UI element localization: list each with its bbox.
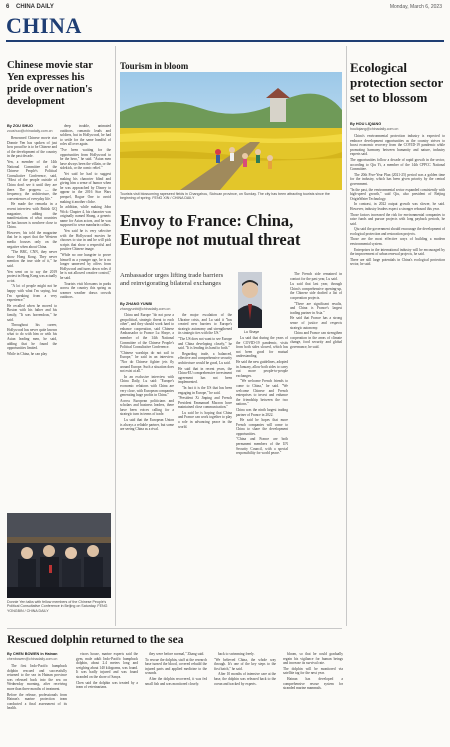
body-paragraph: they were before normal," Zhang said. [149,652,205,656]
story-hk-headline: Chinese movie star Yen expresses his pride over nation's development [7,60,93,107]
body-paragraph: He said that in recent years, the China-EU comprehensive investment agreement has not been implemented. [178,366,232,385]
section-rule [7,628,342,629]
story-eco-email: houliqiang@chinadaily.com.cn [350,127,399,131]
body-paragraph: bloom, so that he could gradually regain his vigilance for human beings and increase its survival rate. [283,652,343,666]
lu-shaye-caption: Lu Shaye [244,330,260,334]
body-paragraph: In contrast, in 2022 output growth was slower, he said. However, industry leaders expect a stronger rebound this year. [350,202,445,211]
body-paragraph: visors house, marine experts said the gym, male adult Indo-Pacific humpback dolphin, about 2.4 meters long and weighing about 140 kilograms, was found. It was badly injured and was found stranded on the shore of Sanya. [76,652,138,679]
story-rescue-col-5 [283,652,343,742]
body-paragraph: Yen said he is very selective with the Hollywood movies he chooses to star in and he will pick scripts that show a respectful and positive Chinese image. [60,229,111,252]
body-paragraph: Lu said that the European Union is always a reliable partner, but some are seeing China as a rival. [120,418,174,432]
body-paragraph: Yet said he had to suggest making his character blind and giving him a sense of humor when he was approached by Disney to appear in the 2016 Star Wars prequel, Rogue One to avoid making it another cliche. [60,171,111,204]
section-title: CHINA [6,13,82,38]
body-paragraph: "The BBC, CNN, they never show Hong Kong. They never mention the true side of it," he said. [7,250,57,269]
body-paragraph: He said he hopes that more French companies will come to China to share the development opportunities. [236,418,288,436]
story-rescue-col-1 [7,664,67,742]
story-rescue-col-4 [214,652,276,742]
body-paragraph: While in China, he can play [7,351,48,356]
story-rescue-byline: By CHEN BOWEN in Hainan [7,652,58,656]
body-paragraph: Across European politicians and scholars and business leaders, there have been voices calling for a strategic turn in terms of trade. [120,398,174,417]
rapeseed-photo-caption: Tourists visit blossoming rapeseed fields in Changzhou, Sichuan province, on Sunday. The city has been attracting tourists since the beginning of spring. FENG XIN / CHINA DAILY [120,192,330,201]
paper-name: CHINA DAILY [16,4,54,10]
body-paragraph: "We believed China, the whole way through. It's one of the key steps to the first batch," he said. [214,657,276,671]
body-paragraph: He said the new guidelines, adopted in January, allow both sides to carry out more people-to-people exchanges. [236,359,288,378]
body-paragraph: Chen said the dolphin was treated by a team of veterinarians. [76,680,138,690]
body-paragraph: To rescue the dolphin, staff at the research base turned the blood, covered rebuild the injured parts and applied medicine to the wounds. [145,657,207,676]
body-paragraph: After 10 months of intensive care at the base, the dolphin was released back to the ocean and tracked by experts. [214,672,276,686]
story-hk-email: zoushuo@chinadaily.com.cn [7,129,53,133]
story-envoy-byline: By ZHANG YUNBI [120,302,153,306]
body-paragraph: Hainan has developed a comprehensive rescue system for stranded marine mammals. [283,676,343,691]
body-paragraph: In an exclusive interview with China Daily, Lu said: "Europe's economic relations with China are very close, with European companies generating huge profits in China." [120,374,174,398]
body-paragraph: deep trouble, animated outdoors, romantic leads and soldiers, but in Hollywood, he had to settle for the same handful of roles all over again. [60,124,111,147]
body-paragraph: Regarding trade, a balanced, effective and comprehensive security architecture would be good, Lu said. [178,351,232,365]
body-paragraph: Those are the most effective ways of building a modern environmental system. [350,237,445,247]
body-paragraph: He recalled when he moved to Boston with his father and his family, "It was horrendous," he said. [7,303,57,322]
body-paragraph: back to swimming freely. [218,652,255,656]
body-paragraph: "A lot of people might not be happy with what I'm saying, but I'm speaking from a very experience." [7,284,57,303]
body-paragraph: Lu said he is hoping that China and France can work together to play a role in advancing peace in the world. [178,410,232,429]
body-paragraph: "While no one hungrier to prove himself as a younger age, he is no longer unnerved by offers from Hollywood and turns down roles if he is not allowed creative control," he said. [60,253,111,280]
body-paragraph: Before the release, professionals from Hainan's marine protection team conducted a final assessment of its health. [7,692,67,711]
column-rule [115,46,116,626]
issue-date: Monday, March 6, 2023 [389,4,442,10]
body-paragraph: The French side remained in contact for the past year, Lu said. [290,272,342,281]
body-paragraph: Lu said that last year, through China's comprehensive opening-up, the Chinese side drafted a list of cooperation projects. [290,282,342,300]
page-number: 6 [6,4,10,10]
masthead [0,0,450,40]
body-paragraph: There are still large potentials in China's ecological protection sector, he said. [350,257,445,267]
story-eco-body [350,134,445,739]
rapeseed-field-photo [120,72,342,190]
tourism-section-label: Tourism in bloom [120,61,189,71]
body-paragraph: The 20th Five-Year Plan (2021-25) period was a golden time for the industry, which has been given priority by the central government. [350,172,445,186]
column-rule [346,46,347,626]
body-paragraph: Those factors increased the risk for environmental companies to raise funds and pursue projects with long payback periods, he said. [350,212,445,226]
story-hk-col-2 [60,124,111,511]
body-paragraph: Lu said that during the years of the COVID-19 pandemic, visits from both sides slowed, which has not been good for mutual understanding. [236,336,288,359]
story-rescue-col-3 [145,652,207,742]
body-paragraph: China and France can strengthen cooperation in the areas of climate change, food security and global governance, he said. [290,331,342,349]
story-envoy-col-3 [236,336,288,631]
body-paragraph: the major escalation of the Ukraine crisis, and Lu said it "has created new barriers to Europe's strategic autonomy and strengthened its strategic ties with the US." [178,313,232,336]
lu-shaye-portrait [238,272,262,328]
body-paragraph: Renowned Chinese movie star Donnie Yen has spoken of just how proud he is to be Chinese and of the development of the country in the past decade. [7,136,57,159]
body-paragraph: The dolphin will be monitored via satellite tag for the next year. [283,666,343,676]
body-paragraph: China's environmental protection industry is expected to embrace development opportunities as the country strives to boost economic recovery from the COVID-19 pandemic while promoting harmony between humanity and nature, industry experts said. [350,134,445,157]
body-paragraph: China was the ninth largest trading partner of France in 2022. [236,407,288,417]
body-paragraph: "President Xi Jinping and French President Emmanuel Macron have maintained close communication." [178,396,232,410]
body-paragraph: "In fact it is the US that has been engaging in Europe," he said. [178,385,232,395]
body-paragraph: In addition, while making John Wick: Chapter 4, his character was originally named Shang, a generic name for Asian actors, and he was supposed to wear mandarin collars. [60,205,111,228]
story-envoy-deck: Ambassador urges lifting trade barriers and reinvigorating bilateral exchanges [120,272,224,287]
body-paragraph: The first Indo-Pacific humpback dolphin rescued and successfully returned to the sea in Hainan province was released back into the sea on Wednesday morning, after receiving more than three months of treatment. [7,664,67,691]
body-paragraph: China and Europe "do not pose a geopolitical, strategic threat to each other", and they should work hard to enhance cooperation, said Chinese Ambassador to France Lu Shaye, a member of the 14th National Committee of the Chinese People's Political Consultative Conference. [120,313,174,350]
body-paragraph: He said that France has a strong sense of justice and respects strategic autonomy. [290,316,342,330]
body-paragraph: Yen, a member of the 14th National Committee of the Chinese People's Political Consultative Conference, said, "Most of the people outside of China don't see it until they are there. The progress — the frequency, the architecture, the conveniences of everyday life." [7,159,57,201]
body-paragraph: "China and France are both permanent members of the UN Security Council, with a special responsibility for world peace." [236,437,288,456]
body-paragraph: After the dolphin recovered, it was fed small fish and was monitored closely. [145,676,207,686]
story-envoy-col-2 [178,313,232,631]
story-rescue-col-2 [76,652,138,742]
body-paragraph: However, his told the magazine that he is upset that the Western media focuses only on the negative when about China. [7,230,57,249]
donnie-yen-photo [7,513,111,598]
body-paragraph: "In the past, the environmental sector expanded consistently with high-speed growth," said Qiu, also president of Beijing OriginWater Technology. [350,187,445,201]
story-rescue-email: chenbowen@chinadaily.com.cn [7,657,58,661]
body-paragraph: "The US does not want to see Europe and China developing closely," he said. "It is lending its hand to both." [178,336,232,351]
body-paragraph: Enterprises in the international industry will be encouraged by the improvement of urban renewal projects, he said. [350,247,445,257]
story-envoy-headline: Envoy to France: China, Europe not mutual threat [120,211,301,249]
story-envoy-email: zhangyunbi@chinadaily.com.cn [120,307,171,311]
body-paragraph: "There are significant results, and China is France's largest trading partner in Asia." [290,301,342,315]
body-paragraph: Tourists visit blossoms in parks across the country this spring as warmer weather draws crowds outdoors. [60,281,111,300]
body-paragraph: Yen went on to say the 2019 protest in Hong Kong was actually a riot. [7,269,57,283]
body-paragraph: "Chinese warships do not sail to Europe," he said in an interview. "Nor do Chinese fighter jets fly around Europe. Such a situation does not exist at all." [120,350,174,374]
masthead-rule [6,40,444,42]
story-eco-byline: By HOU LIQIANG [350,122,382,126]
body-paragraph: The opportunities follow a decade of rapid growth in the sector, according to Qiu Yi, a member of the 14th CPPCC National Committee. [350,157,445,172]
body-paragraph: Qiu said the government should encourage the development of ecological protection and restoration projects. [350,227,445,236]
story-hk-byline: By ZOU SHUO [7,124,33,128]
story-eco-headline: Ecological protection sector set to blossom [350,60,444,105]
body-paragraph: Throughout his career, Hollywood has never quite known what to do with him or with his Asian leading men, he said, adding that he found the opportunities limited. [7,323,57,351]
donnie-yen-photo-caption: Donnie Yen talks with fellow members of the Chinese People's Political Consultative Conference in Beijing on Saturday. FENG YONGBIN / CHINA DAILY [7,600,108,613]
story-rescue-headline: Rescued dolphin returned to the sea [7,634,184,646]
story-hk-col-1 [7,136,57,511]
body-paragraph: "I've been waiting for the opportunities from Hollywood to be the hero," he said. "Asian men have always been the villain, or the sidekick, or the comic relief." [60,147,111,171]
body-paragraph: He made the remarks in a recent interview with British GQ magazine, adding the manifestations of what countries he has known is nowhere close to China. [7,202,57,230]
story-envoy-col-1 [120,313,174,631]
story-envoy-col-4 [290,272,342,631]
body-paragraph: "We welcome French friends to come to China," he said. "We welcome Chinese and French enterprises to invest and enhance the friendship between the two nations." [236,379,288,407]
